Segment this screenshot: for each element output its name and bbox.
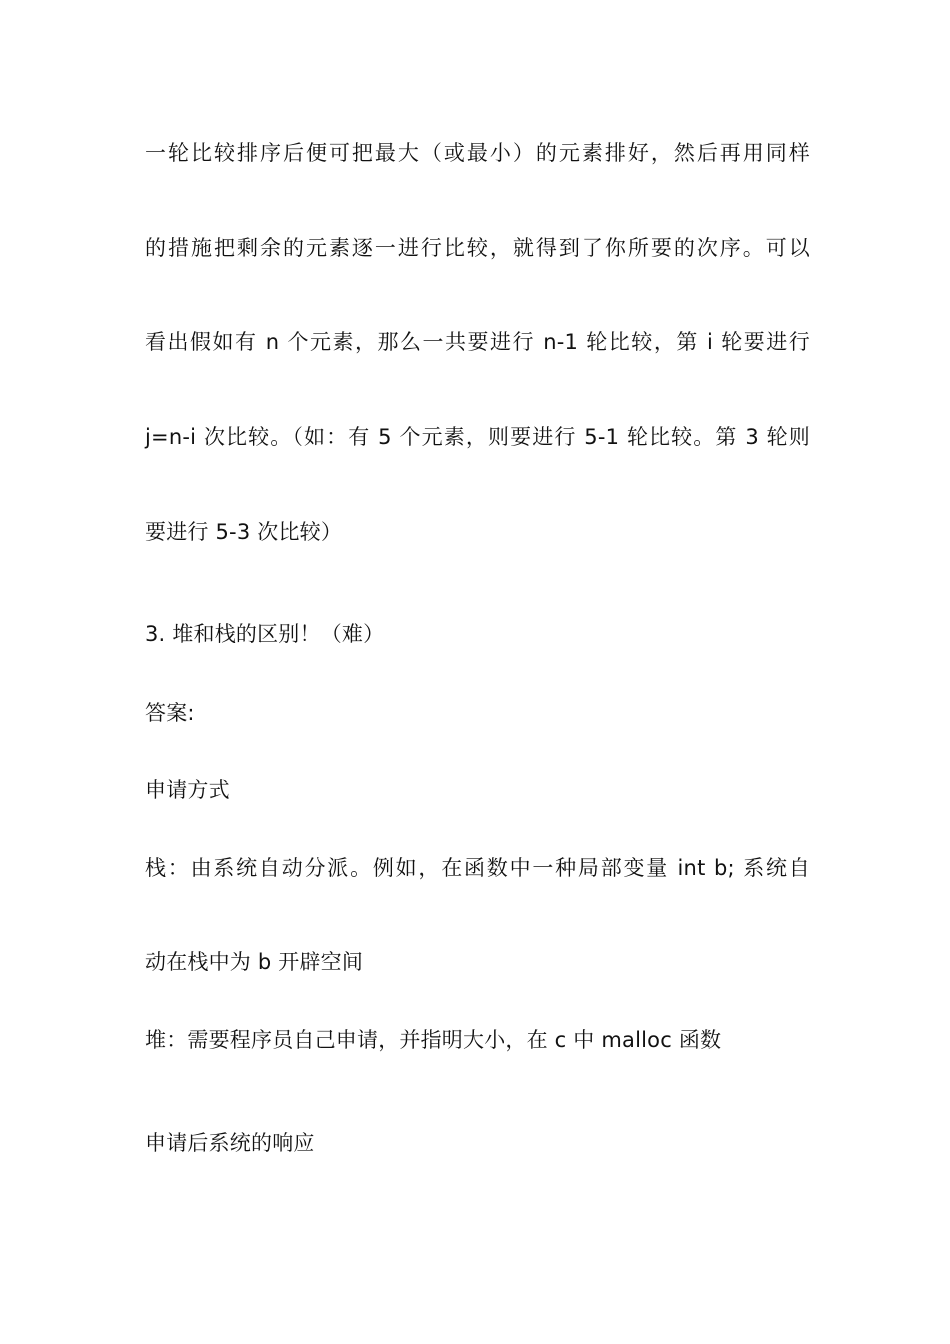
stack-description-line-1: 栈：由系统自动分派。例如，在函数中一种局部变量 int b; 系统自 [145,856,810,880]
paragraph-line-1: 一轮比较排序后便可把最大（或最小）的元素排好，然后再用同样 [145,141,810,165]
paragraph-line-5: 要进行 5-3 次比较） [145,520,343,544]
question-heading: 3. 堆和栈的区别！（难） [145,622,385,646]
answer-label: 答案: [145,701,195,725]
heap-description: 堆：需要程序员自己申请，并指明大小，在 c 中 malloc 函数 [145,1028,722,1052]
paragraph-line-3: 看出假如有 n 个元素，那么一共要进行 n-1 轮比较，第 i 轮要进行 [145,330,810,354]
paragraph-line-2: 的措施把剩余的元素逐一进行比较，就得到了你所要的次序。可以 [145,236,810,260]
paragraph-line-4: j=n-i 次比较。（如：有 5 个元素，则要进行 5-1 轮比较。第 3 轮则 [145,425,810,449]
stack-description-line-2: 动在栈中为 b 开辟空间 [145,950,364,974]
section-system-response: 申请后系统的响应 [145,1131,315,1155]
section-apply-method: 申请方式 [145,778,230,802]
